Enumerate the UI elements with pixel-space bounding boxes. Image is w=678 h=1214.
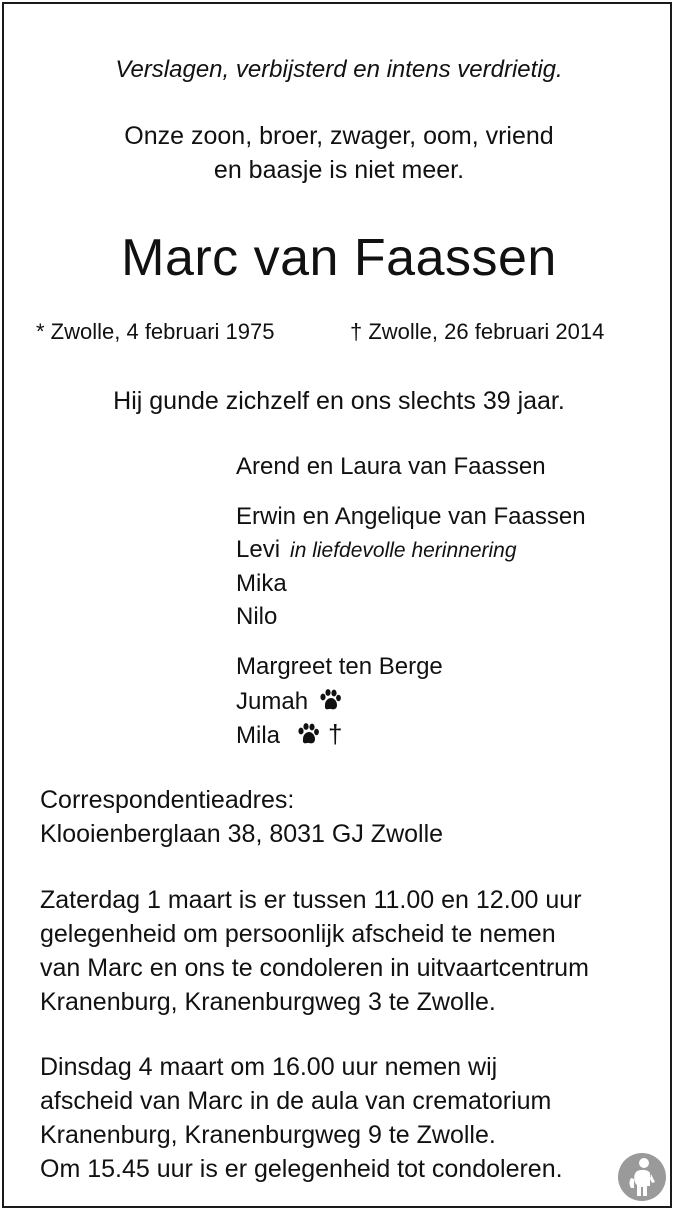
- ceremony-line-4: Om 15.45 uur is er gelegenheid tot condoleren.: [40, 1155, 563, 1183]
- child-1-note: in liefdevolle herinnering: [290, 539, 517, 562]
- death-info: † Zwolle, 26 februari 2014: [350, 319, 605, 344]
- ceremony-line-1: Dinsdag 4 maart om 16.00 uur nemen wij: [40, 1053, 498, 1081]
- ceremony-line-3: Kranenburg, Kranenburgweg 9 te Zwolle.: [40, 1121, 496, 1149]
- family-pet-2: [236, 721, 342, 751]
- age-line: Hij gunde zichzelf en ons slechts 39 jaar.: [113, 387, 565, 415]
- farewell-line-3: van Marc en ons te condoleren in uitvaartcentrum: [40, 954, 589, 982]
- birth-info: * Zwolle, 4 februari 1975: [36, 319, 275, 344]
- deceased-name: Marc van Faassen: [121, 229, 557, 287]
- intro-line: Verslagen, verbijsterd en intens verdrietig.: [115, 56, 563, 83]
- subtitle-line-1: Onze zoon, broer, zwager, oom, vriend: [124, 122, 554, 150]
- child-1-name: Levi: [236, 536, 281, 563]
- family-child-1: [236, 538, 517, 562]
- family-partner: Margreet ten Berge: [236, 653, 443, 680]
- family-sibling: Erwin en Angelique van Faassen: [236, 503, 586, 530]
- family-parents: Arend en Laura van Faassen: [236, 453, 546, 480]
- pet-2-cross-mark: †: [328, 719, 343, 749]
- farewell-line-2: gelegenheid om persoonlijk afscheid te nemen: [40, 920, 556, 948]
- ceremony-line-2: afscheid van Marc in de aula van crematorium: [40, 1087, 552, 1115]
- memorial-logo-icon: [617, 1152, 667, 1202]
- farewell-line-1: Zaterdag 1 maart is er tussen 11.00 en 12.00 uur: [40, 886, 582, 914]
- correspondence-label: Correspondentieadres:: [40, 786, 295, 814]
- pet-2-name: Mila: [236, 722, 281, 749]
- pet-1-name: Jumah: [236, 688, 309, 715]
- subtitle-line-2: en baasje is niet meer.: [213, 156, 465, 184]
- correspondence-address: Klooienberglaan 38, 8031 GJ Zwolle: [40, 820, 444, 848]
- farewell-line-4: Kranenburg, Kranenburgweg 3 te Zwolle.: [40, 988, 496, 1016]
- family-pet-1: [236, 688, 342, 717]
- paw-icon: [296, 722, 320, 751]
- paw-icon: [318, 688, 342, 717]
- family-child-2: Mika: [236, 570, 287, 597]
- family-child-3: Nilo: [236, 603, 278, 630]
